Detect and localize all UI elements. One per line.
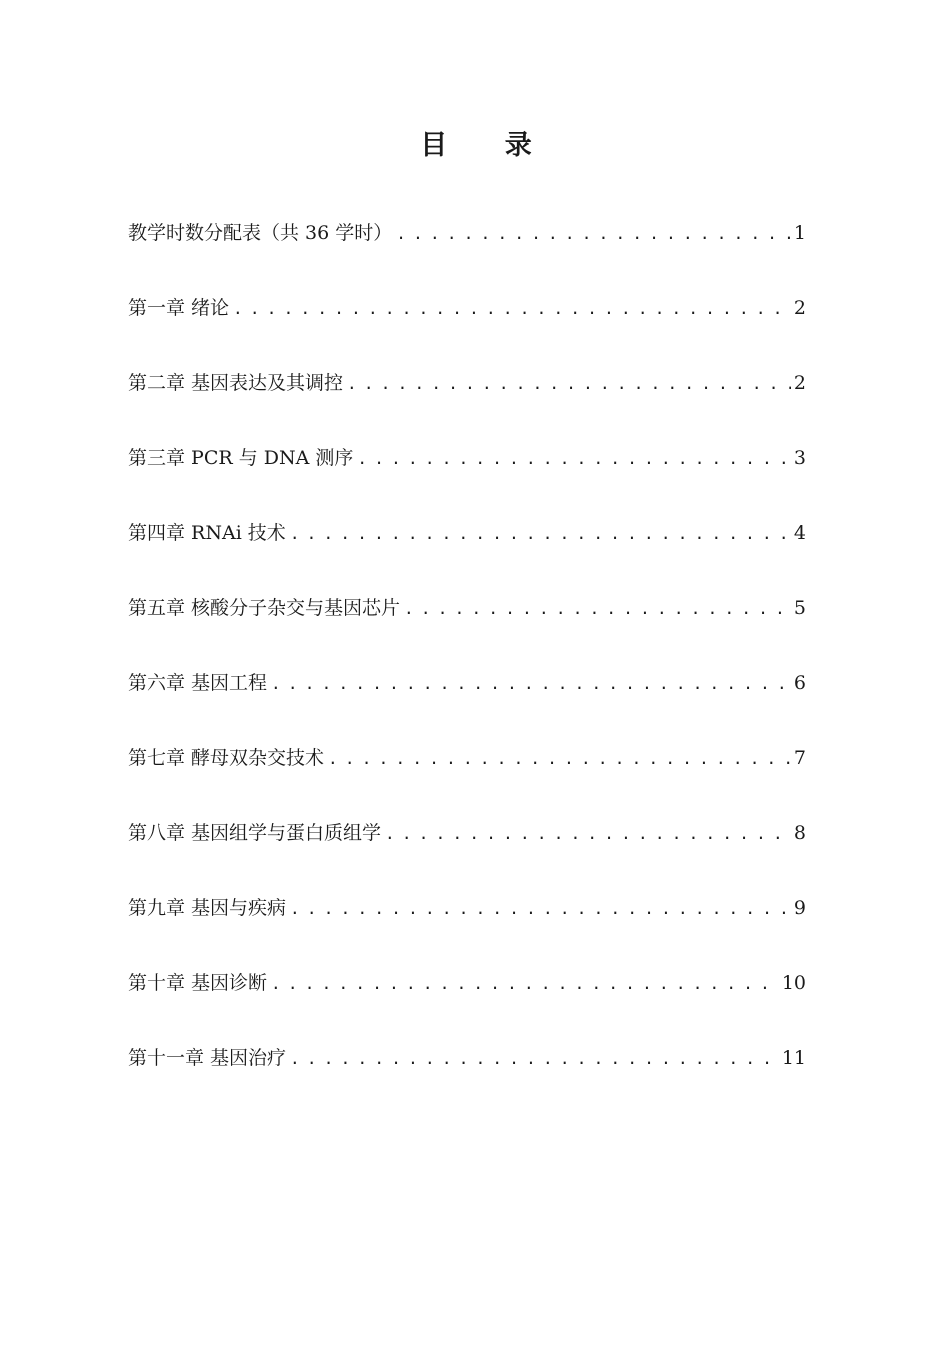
toc-entry-page-number: 2 (793, 372, 806, 394)
toc-entry-page-number: 6 (793, 672, 806, 694)
toc-entry-page-number: 8 (793, 822, 806, 844)
toc-entry[interactable] (128, 438, 806, 513)
toc-entry-label: 第五章 核酸分子杂交与基因芯片 (128, 597, 401, 619)
dot-leader (328, 739, 791, 779)
toc-entry[interactable] (128, 888, 806, 963)
page-title: 目 录 (420, 130, 556, 161)
toc-entry-label: 第四章 RNAi 技术 (128, 522, 286, 544)
toc-entry-label: 第三章 PCR 与 DNA 测序 (128, 447, 354, 469)
toc-entry-label: 第六章 基因工程 (128, 672, 268, 694)
toc-entry-page-number: 5 (793, 597, 806, 619)
toc-entry[interactable] (128, 288, 806, 363)
toc-entry[interactable] (128, 588, 806, 663)
toc-entry-page-number: 1 (793, 222, 806, 244)
toc-entry-page-number: 4 (793, 522, 806, 544)
dot-leader (271, 664, 791, 704)
toc-entry-label: 第七章 酵母双杂交技术 (128, 747, 325, 769)
dot-leader (271, 964, 779, 1004)
toc-entry-label: 第八章 基因组学与蛋白质组学 (128, 822, 382, 844)
dot-leader (357, 439, 791, 479)
toc-entry[interactable] (128, 363, 806, 438)
toc-entry[interactable] (128, 663, 806, 738)
toc-entry[interactable] (128, 513, 806, 588)
toc-entry-page-number: 11 (781, 1047, 806, 1069)
toc-entry[interactable] (128, 738, 806, 813)
dot-leader (290, 514, 791, 554)
toc-entry-label: 教学时数分配表（共 36 学时） (128, 222, 393, 244)
dot-leader (233, 289, 791, 329)
dot-leader (396, 214, 791, 254)
toc-entry-page-number: 9 (793, 897, 806, 919)
dot-leader (347, 364, 791, 404)
dot-leader (404, 589, 791, 629)
toc-entry[interactable] (128, 213, 806, 288)
toc-entry[interactable] (128, 1038, 806, 1113)
table-of-contents (128, 213, 806, 1113)
toc-entry-label: 第一章 绪论 (128, 297, 230, 319)
toc-entry-label: 第十一章 基因治疗 (128, 1047, 287, 1069)
toc-entry[interactable] (128, 813, 806, 888)
toc-entry-page-number: 7 (793, 747, 806, 769)
toc-entry-label: 第二章 基因表达及其调控 (128, 372, 344, 394)
toc-entry-page-number: 3 (793, 447, 806, 469)
toc-entry-page-number: 2 (793, 297, 806, 319)
toc-entry[interactable] (128, 963, 806, 1038)
dot-leader (385, 814, 791, 854)
dot-leader (290, 889, 791, 929)
toc-entry-page-number: 10 (781, 972, 806, 994)
toc-entry-label: 第九章 基因与疾病 (128, 897, 287, 919)
dot-leader (290, 1039, 779, 1079)
toc-entry-label: 第十章 基因诊断 (128, 972, 268, 994)
